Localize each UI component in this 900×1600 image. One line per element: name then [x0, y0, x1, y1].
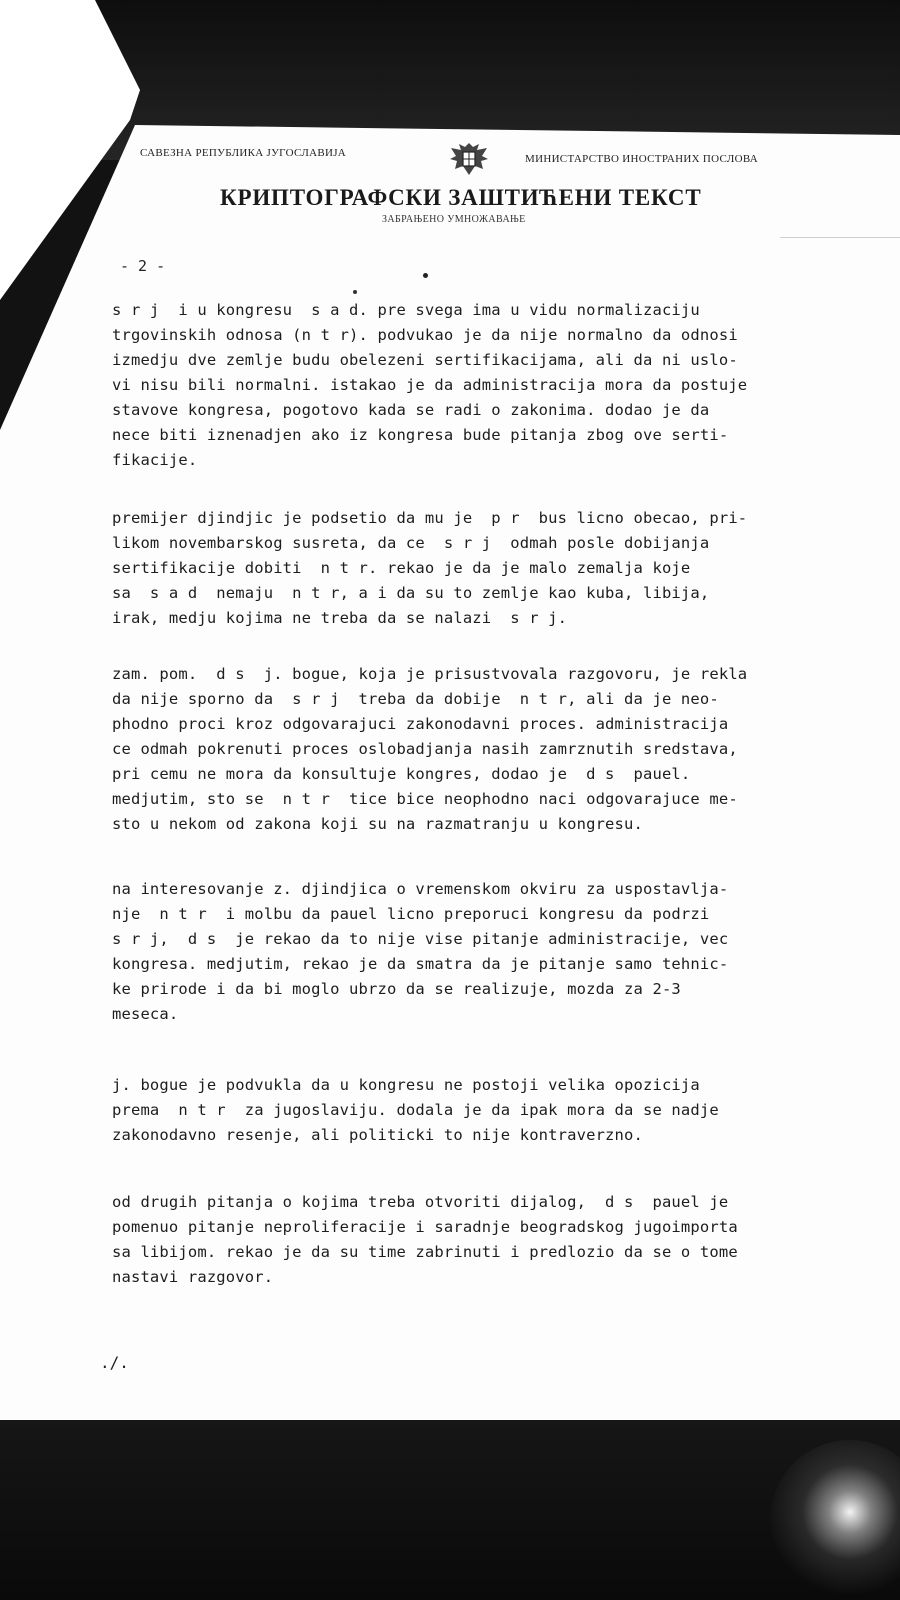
- text-line: od drugih pitanja o kojima treba otvoriti dijalog, d s pauel je: [112, 1193, 729, 1211]
- text-line: sertifikacije dobiti n t r. rekao je da je malo zemalja koje: [112, 559, 691, 577]
- end-mark: ./.: [100, 1353, 129, 1372]
- ink-dot: [353, 290, 357, 294]
- coat-of-arms-icon: [447, 141, 491, 177]
- text-line: izmedju dve zemlje budu obelezeni sertifikacijama, ali da ni uslo-: [112, 351, 738, 369]
- paragraph: [112, 506, 852, 631]
- text-line: s r j, d s je rekao da to nije vise pitanje administracije, vec: [112, 930, 729, 948]
- text-line: sto u nekom od zakona koji su na razmatranju u kongresu.: [112, 815, 643, 833]
- text-line: na interesovanje z. djindjica o vremenskom okviru za uspostavlja-: [112, 880, 729, 898]
- ink-dot: [423, 273, 428, 278]
- text-line: nje n t r i molbu da pauel licno preporuci kongresu da podrzi: [112, 905, 710, 923]
- paragraph: [112, 298, 852, 473]
- text-line: ce odmah pokrenuti proces oslobadjanja nasih zamrznutih sredstava,: [112, 740, 738, 758]
- header-rule: [780, 237, 900, 238]
- letterhead-country: САВЕЗНА РЕПУБЛИКА ЈУГОСЛАВИЈА: [140, 147, 347, 159]
- paragraph: [112, 1190, 852, 1290]
- text-line: irak, medju kojima ne treba da se nalazi s r j.: [112, 609, 568, 627]
- text-line: likom novembarskog susreta, da ce s r j odmah posle dobijanja: [112, 534, 710, 552]
- text-line: sa s a d nemaju n t r, a i da su to zemlje kao kuba, libija,: [112, 584, 710, 602]
- text-line: j. bogue je podvukla da u kongresu ne postoji velika opozicija: [112, 1076, 700, 1094]
- text-line: premijer djindjic je podsetio da mu je p r bus licno obecao, pri-: [112, 509, 748, 527]
- text-line: trgovinskih odnosa (n t r). podvukao je da nije normalno da odnosi: [112, 326, 738, 344]
- text-line: zam. pom. d s j. bogue, koja je prisustvovala razgovoru, je rekla: [112, 665, 748, 683]
- text-line: kongresa. medjutim, rekao je da smatra da je pitanje samo tehnic-: [112, 955, 729, 973]
- text-line: stavove kongresa, pogotovo kada se radi o zakonima. dodao je da: [112, 401, 710, 419]
- document-subtitle: ЗАБРАЊЕНО УМНОЖАВАЊЕ: [382, 214, 526, 225]
- text-line: zakonodavno resenje, ali politicki to nije kontraverzno.: [112, 1126, 643, 1144]
- letterhead: [120, 145, 840, 235]
- text-line: prema n t r za jugoslaviju. dodala je da ipak mora da se nadje: [112, 1101, 719, 1119]
- text-line: meseca.: [112, 1005, 179, 1023]
- text-line: medjutim, sto se n t r tice bice neophodno naci odgovarajuce me-: [112, 790, 738, 808]
- page-number: - 2 -: [120, 257, 166, 275]
- letterhead-ministry: МИНИСТАРСТВО ИНОСТРАНИХ ПОСЛОВА: [525, 153, 759, 165]
- document-title: КРИПТОГРАФСКИ ЗАШТИЋЕНИ ТЕКСТ: [220, 185, 702, 210]
- text-line: phodno proci kroz odgovarajuci zakonodavni proces. administracija: [112, 715, 729, 733]
- text-line: pri cemu ne mora da konsultuje kongres, dodao je d s pauel.: [112, 765, 691, 783]
- text-line: sa libijom. rekao je da su time zabrinuti i predlozio da se o tome: [112, 1243, 738, 1261]
- text-line: vi nisu bili normalni. istakao je da administracija mora da postuje: [112, 376, 748, 394]
- text-line: fikacije.: [112, 451, 198, 469]
- text-line: s r j i u kongresu s a d. pre svega ima u vidu normalizaciju: [112, 301, 700, 319]
- paragraph: [112, 1073, 852, 1148]
- text-line: ke prirode i da bi moglo ubrzo da se realizuje, mozda za 2-3: [112, 980, 681, 998]
- dark-background-bottom: [0, 1420, 900, 1600]
- text-line: pomenuo pitanje neproliferacije i saradnje beogradskog jugoimporta: [112, 1218, 738, 1236]
- text-line: nece biti iznenadjen ako iz kongresa bude pitanja zbog ove serti-: [112, 426, 729, 444]
- text-line: da nije sporno da s r j treba da dobije n t r, ali da je neo-: [112, 690, 719, 708]
- text-line: nastavi razgovor.: [112, 1268, 274, 1286]
- paragraph: [112, 662, 852, 837]
- paragraph: [112, 877, 852, 1027]
